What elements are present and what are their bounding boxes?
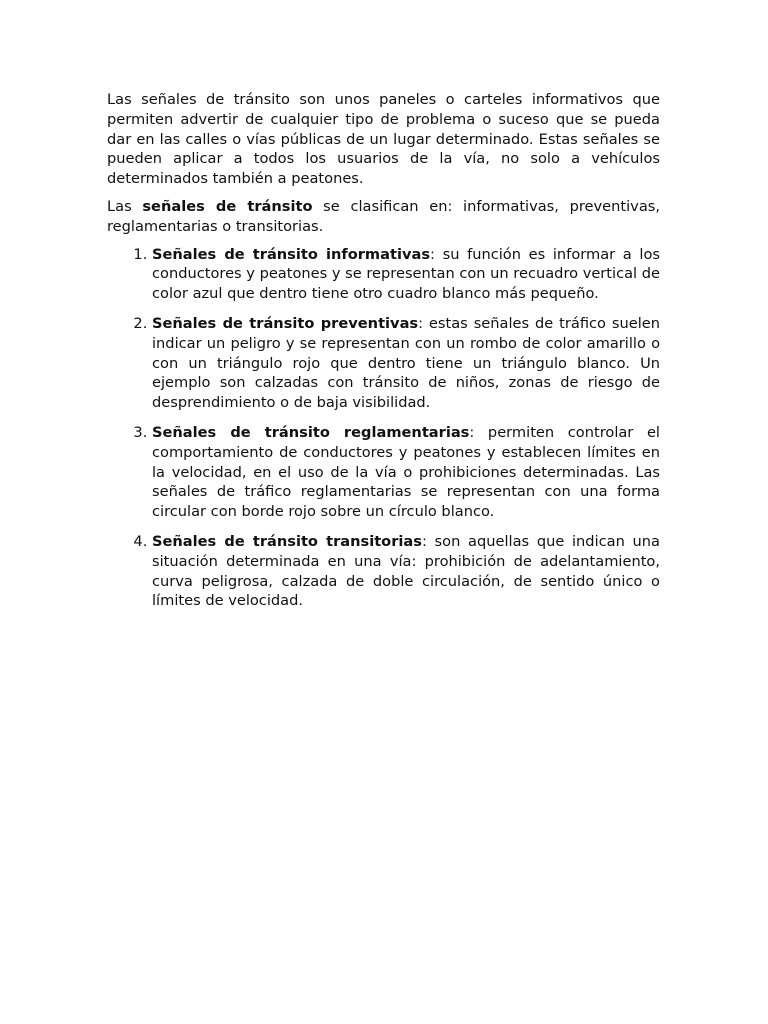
list-item-preventivas xyxy=(152,314,660,413)
list-item-term: Señales de tránsito transitorias xyxy=(152,532,422,550)
list-item-text: : su función es informar a los conductores y peatones y se representan con un recuadro vertical de color azul que dentro tiene otro cuadro blanco más pequeño. xyxy=(152,245,660,303)
list-item-text: : estas señales de tráfico suelen indicar un peligro y se representan con un rombo de color amarillo o con un triángulo rojo que dentro tiene un triángulo blanco. Un ejemplo son calzadas con tránsito de niños, zonas de riesgo de desprendimiento o de baja visibilidad. xyxy=(152,314,660,412)
classification-paragraph xyxy=(107,197,660,237)
classification-suffix: se clasifican en: informativas, preventivas, reglamentarias o transitorias. xyxy=(107,197,660,235)
list-item-text: : son aquellas que indican una situación determinada en una vía: prohibición de adelantamiento, curva peligrosa, calzada de doble circulación, de sentido único o límites de velocidad. xyxy=(152,532,660,610)
list-item-transitorias xyxy=(152,532,660,611)
list-item-term: Señales de tránsito informativas xyxy=(152,245,431,263)
classification-bold-term: señales de tránsito xyxy=(142,197,313,215)
list-item-term: Señales de tránsito reglamentarias xyxy=(152,423,470,441)
document-page xyxy=(107,90,660,621)
sign-types-list xyxy=(107,245,660,612)
list-item-term: Señales de tránsito preventivas xyxy=(152,314,419,332)
list-item-informativas xyxy=(152,245,660,304)
intro-paragraph: Las señales de tránsito son unos paneles o carteles informativos que permiten advertir de cualquier tipo de problema o suceso que se pueda dar en las calles o vías públicas de un lugar determinado. Estas señales se pueden aplicar a todos los usuarios de la vía, no solo a vehículos determinados también a peatones. xyxy=(107,91,660,188)
list-item-reglamentarias xyxy=(152,423,660,522)
list-item-text: : permiten controlar el comportamiento de conductores y peatones y establecen límites en la velocidad, en el uso de la vía o prohibiciones determinadas. Las señales de tráfico reglamentarias se representan con una forma circular con borde rojo sobre un círculo blanco. xyxy=(152,423,660,521)
classification-prefix: Las xyxy=(107,197,143,215)
